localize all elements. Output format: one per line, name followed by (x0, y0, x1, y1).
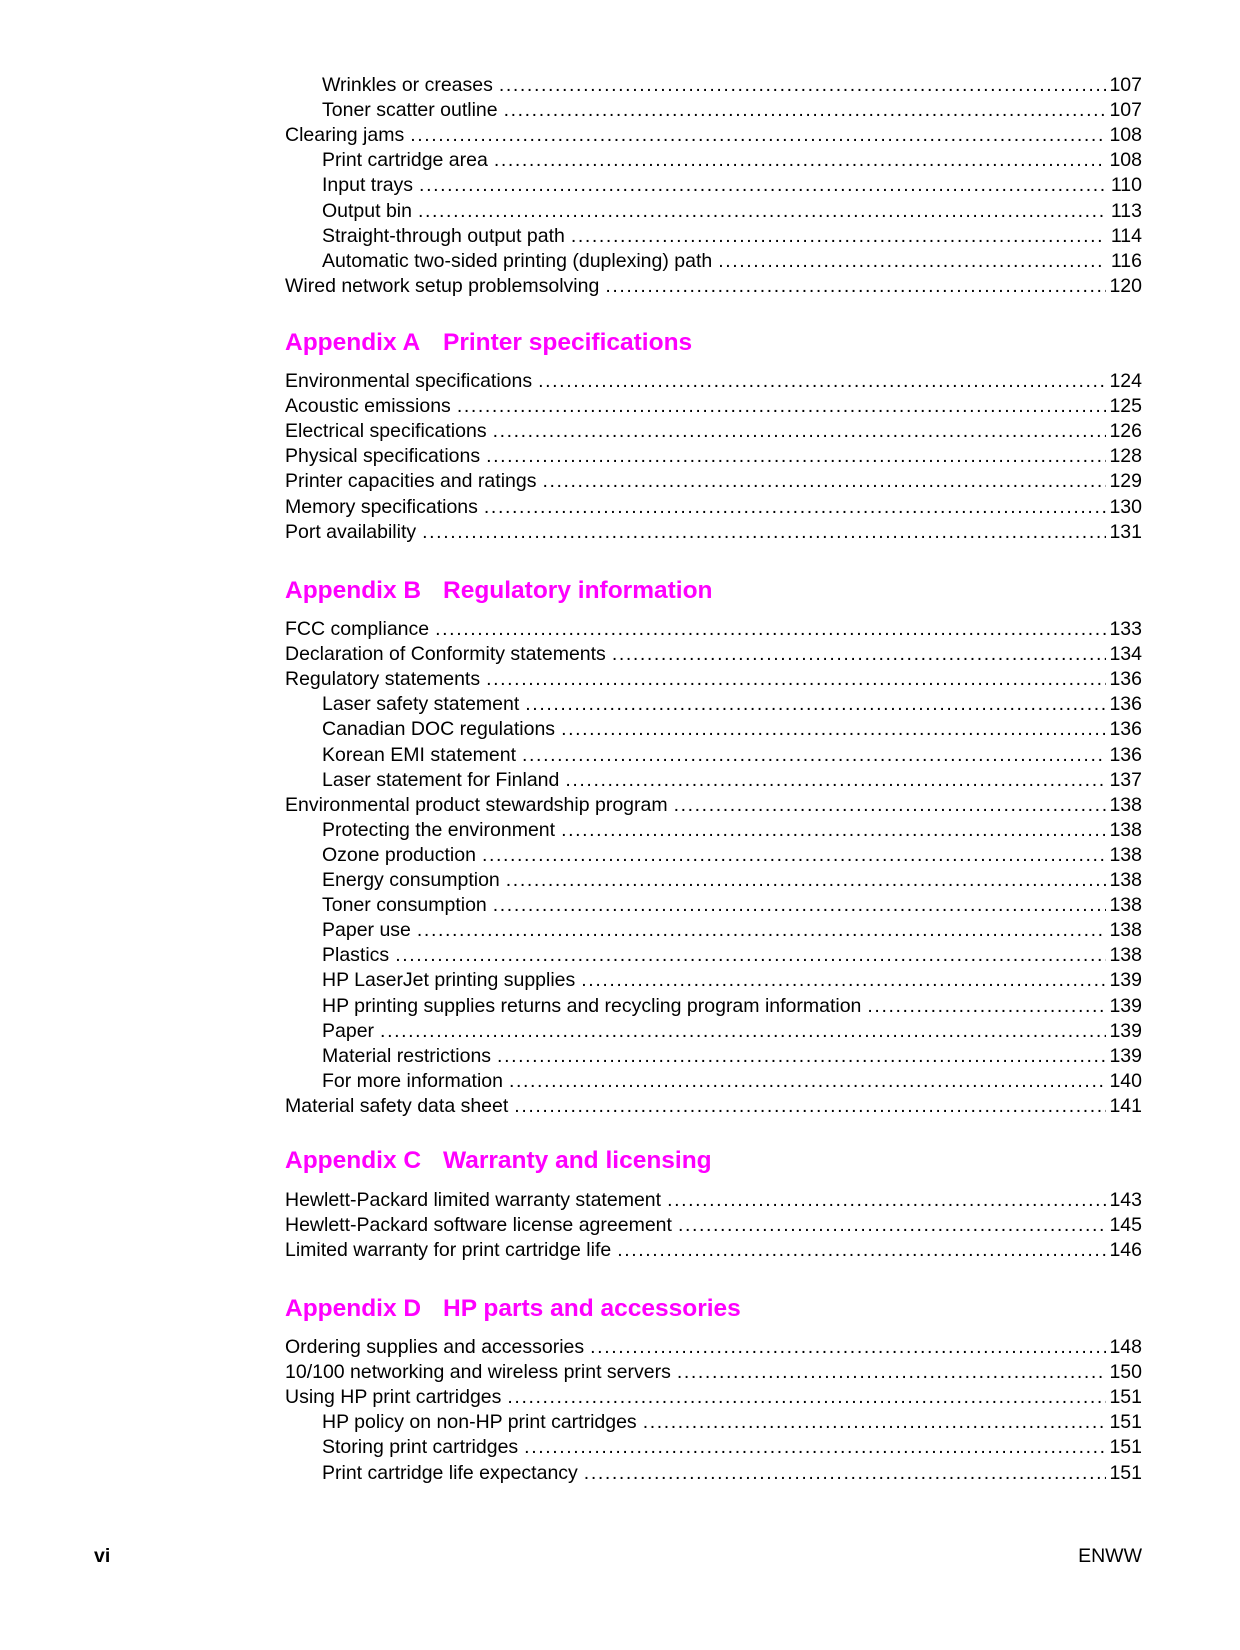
toc-entry[interactable] (285, 419, 1142, 444)
dot-leader (605, 274, 1106, 299)
dot-leader (486, 667, 1106, 692)
dot-leader (678, 1213, 1106, 1238)
dot-leader (524, 1435, 1106, 1460)
toc-entry[interactable] (285, 1188, 1142, 1213)
toc-entry[interactable] (322, 224, 1142, 249)
toc-entry-title: Laser safety statement (322, 693, 520, 716)
toc-entry-page: 120 (1109, 274, 1142, 297)
toc-entry[interactable] (322, 1410, 1142, 1435)
dot-leader (617, 1238, 1106, 1263)
toc-entry-title: HP printing supplies returns and recycling program information (322, 994, 862, 1017)
toc-entry-page: 108 (1109, 149, 1142, 172)
toc-entry-page: 138 (1109, 843, 1142, 866)
toc-entry[interactable] (285, 1238, 1142, 1263)
toc-entry-page: 133 (1109, 618, 1142, 640)
dot-leader (482, 843, 1106, 868)
section-heading-appendix-b[interactable] (285, 576, 713, 606)
toc-entry-page: 138 (1109, 919, 1142, 942)
toc-entry-page: 139 (1109, 994, 1142, 1017)
dot-leader (497, 1044, 1106, 1069)
dot-leader (499, 73, 1106, 98)
toc-entry[interactable] (322, 994, 1142, 1019)
toc-entry[interactable] (322, 249, 1142, 274)
section-heading-title: Warranty and licensing (443, 1147, 712, 1174)
toc-entry[interactable] (285, 793, 1142, 818)
toc-entry-title: Paper use (322, 919, 411, 942)
dot-leader (410, 123, 1106, 148)
toc-entry[interactable] (322, 893, 1142, 918)
dot-leader (590, 1335, 1106, 1360)
toc-entry[interactable] (322, 173, 1142, 198)
dot-leader (677, 1360, 1106, 1385)
dot-leader (417, 918, 1106, 943)
dot-leader (506, 868, 1106, 893)
toc-entry-title: Limited warranty for print cartridge life (285, 1239, 612, 1262)
toc-entry-title: Memory specifications (285, 495, 478, 518)
dot-leader (581, 968, 1106, 993)
toc-entry-page: 116 (1110, 249, 1142, 272)
dot-leader (612, 642, 1106, 667)
toc-entry-page: 136 (1109, 718, 1142, 741)
toc-entry-title: Protecting the environment (322, 818, 556, 841)
dot-leader (643, 1410, 1106, 1435)
section-heading-title: Regulatory information (443, 577, 713, 604)
dot-leader (867, 994, 1106, 1019)
toc-entry-page: 151 (1109, 1386, 1142, 1409)
section-heading-title: HP parts and accessories (443, 1295, 741, 1322)
toc-entry[interactable] (285, 1385, 1142, 1410)
dot-leader (525, 692, 1106, 717)
toc-entry-title: Ordering supplies and accessories (285, 1336, 585, 1358)
toc-entry-title: Automatic two-sided printing (duplexing) path (322, 249, 713, 272)
toc-entry-title: Declaration of Conformity statements (285, 643, 606, 666)
toc-entry-title: Physical specifications (285, 445, 481, 468)
toc-entry[interactable] (285, 444, 1142, 469)
toc-entry-page: 124 (1109, 370, 1142, 392)
dot-leader (493, 419, 1106, 444)
toc-entry-title: Plastics (322, 944, 390, 967)
toc-entry[interactable] (285, 520, 1142, 545)
toc-entry-page: 138 (1109, 944, 1142, 967)
toc-entry-title: HP policy on non-HP print cartridges (322, 1411, 637, 1434)
toc-entry[interactable] (285, 394, 1142, 419)
section-heading-appendix-c[interactable] (285, 1146, 712, 1176)
toc-entry-page: 126 (1109, 420, 1142, 443)
dot-leader (457, 394, 1106, 419)
dot-leader (561, 818, 1106, 843)
toc-entry-title: Output bin (322, 199, 412, 222)
toc-entry-title: FCC compliance (285, 618, 430, 640)
dot-leader (509, 1069, 1106, 1094)
dot-leader (514, 1094, 1106, 1119)
toc-entry-title: Ozone production (322, 843, 476, 866)
section-heading-label: Appendix D (285, 1295, 422, 1322)
toc-entry-page: 131 (1109, 520, 1142, 543)
toc-entry[interactable] (322, 943, 1142, 968)
toc-entry-page: 138 (1109, 793, 1142, 816)
toc-entry-title: Port availability (285, 520, 417, 543)
toc-entry[interactable] (322, 73, 1142, 98)
toc-entry-title: Wired network setup problemsolving (285, 274, 600, 297)
toc-entry-page: 107 (1109, 99, 1142, 122)
toc-entry-title: Paper (322, 1019, 375, 1042)
toc-entry-page: 114 (1110, 224, 1142, 247)
section-heading-appendix-d[interactable] (285, 1294, 741, 1324)
dot-leader (380, 1019, 1106, 1044)
toc-entry-page: 110 (1110, 174, 1142, 197)
toc-entry-page: 139 (1109, 1019, 1142, 1042)
toc-entry-page: 143 (1109, 1189, 1142, 1211)
toc-entry[interactable] (322, 743, 1142, 768)
toc-entry[interactable] (322, 768, 1142, 793)
toc-entry-title: Material safety data sheet (285, 1094, 509, 1117)
toc-entry-title: Wrinkles or creases (322, 74, 493, 96)
dot-leader (486, 444, 1106, 469)
toc-entry-page: 148 (1109, 1336, 1142, 1358)
section-heading-label: Appendix A (285, 329, 421, 356)
toc-entry-title: Printer capacities and ratings (285, 470, 537, 493)
section-heading-appendix-a[interactable] (285, 328, 692, 358)
toc-entry-page: 141 (1109, 1094, 1142, 1117)
toc-entry[interactable] (285, 1213, 1142, 1238)
toc-entry-page: 136 (1109, 743, 1142, 766)
toc-entry[interactable] (322, 1461, 1142, 1486)
toc-entry[interactable] (285, 1360, 1142, 1385)
toc-entry-title: Toner consumption (322, 894, 487, 917)
toc-entry-page: 134 (1109, 643, 1142, 666)
toc-entry-page: 137 (1109, 768, 1142, 791)
toc-entry[interactable] (322, 717, 1142, 742)
footer-locale: ENWW (1078, 1545, 1142, 1567)
toc-entry-title: Electrical specifications (285, 420, 487, 443)
section-heading-title: Printer specifications (443, 329, 693, 356)
toc-entry[interactable] (285, 123, 1142, 148)
toc-entry-page: 139 (1109, 969, 1142, 992)
toc-entry[interactable] (322, 918, 1142, 943)
toc-entry[interactable] (322, 148, 1142, 173)
toc-entry-page: 146 (1109, 1239, 1142, 1262)
dot-leader (395, 943, 1106, 968)
toc-entry-title: Clearing jams (285, 124, 405, 147)
toc-entry[interactable] (322, 968, 1142, 993)
toc-entry-title: Environmental specifications (285, 370, 533, 392)
dot-leader (538, 369, 1106, 394)
toc-entry[interactable] (322, 1019, 1142, 1044)
toc-entry-title: HP LaserJet printing supplies (322, 969, 576, 992)
footer-page-number: vi (94, 1545, 111, 1567)
toc-entry[interactable] (322, 199, 1142, 224)
toc-entry-page: 130 (1109, 495, 1142, 518)
toc-entry-page: 113 (1110, 199, 1142, 222)
section-heading-label: Appendix B (285, 577, 422, 604)
section-heading-label: Appendix C (285, 1147, 422, 1174)
toc-entry-title: Regulatory statements (285, 668, 481, 691)
toc-entry[interactable] (322, 868, 1142, 893)
toc-entry[interactable] (285, 495, 1142, 520)
dot-leader (484, 495, 1106, 520)
toc-entry[interactable] (322, 1069, 1142, 1094)
toc-entry[interactable] (285, 642, 1142, 667)
toc-entry-title: Input trays (322, 174, 414, 197)
toc-entry-title: Storing print cartridges (322, 1436, 519, 1459)
toc-entry-title: 10/100 networking and wireless print servers (285, 1361, 671, 1384)
toc-entry-title: Print cartridge area (322, 149, 488, 172)
toc-entry-title: Hewlett-Packard limited warranty statement (285, 1189, 662, 1211)
toc-entry-title: Using HP print cartridges (285, 1386, 502, 1409)
toc-entry[interactable] (322, 1044, 1142, 1069)
toc-entry-title: Material restrictions (322, 1044, 492, 1067)
dot-leader (435, 617, 1106, 642)
dot-leader (504, 98, 1106, 123)
dot-leader (418, 199, 1106, 224)
toc-entry[interactable] (285, 274, 1142, 299)
toc-entry-page: 151 (1109, 1436, 1142, 1459)
toc-entry-page: 108 (1109, 124, 1142, 147)
toc-entry[interactable] (322, 818, 1142, 843)
toc-entry-page: 151 (1109, 1461, 1142, 1484)
toc-entry[interactable] (285, 469, 1142, 494)
toc-entry-page: 138 (1109, 818, 1142, 841)
toc-entry-title: Canadian DOC regulations (322, 718, 556, 741)
dot-leader (542, 469, 1106, 494)
toc-entry-title: Print cartridge life expectancy (322, 1461, 578, 1484)
dot-leader (494, 148, 1106, 173)
toc-entry-title: Hewlett-Packard software license agreement (285, 1214, 672, 1237)
dot-leader (561, 717, 1106, 742)
toc-entry-page: 107 (1109, 74, 1142, 96)
toc-entry-title: Korean EMI statement (322, 743, 517, 766)
toc-entry-page: 138 (1109, 894, 1142, 917)
dot-leader (674, 793, 1106, 818)
toc-entry[interactable] (285, 1094, 1142, 1119)
dot-leader (522, 743, 1106, 768)
toc-entry-title: Straight-through output path (322, 224, 565, 247)
toc-entry-title: Acoustic emissions (285, 395, 451, 418)
dot-leader (571, 224, 1106, 249)
toc-entry[interactable] (285, 1335, 1142, 1360)
dot-leader (718, 249, 1106, 274)
toc-entry[interactable] (322, 1435, 1142, 1460)
toc-entry-page: 140 (1109, 1069, 1142, 1092)
toc-entry-page: 128 (1109, 445, 1142, 468)
toc-entry[interactable] (322, 843, 1142, 868)
toc-entry[interactable] (285, 369, 1142, 394)
toc-entry[interactable] (322, 98, 1142, 123)
toc-entry-page: 151 (1109, 1411, 1142, 1434)
dot-leader (584, 1461, 1106, 1486)
toc-entry-page: 129 (1109, 470, 1142, 493)
toc-entry-page: 136 (1109, 668, 1142, 691)
toc-entry-page: 145 (1109, 1214, 1142, 1237)
toc-entry-title: Laser statement for Finland (322, 768, 560, 791)
toc-entry[interactable] (285, 667, 1142, 692)
toc-entry[interactable] (285, 617, 1142, 642)
toc-entry-page: 136 (1109, 693, 1142, 716)
toc-entry-title: Energy consumption (322, 869, 500, 891)
dot-leader (507, 1385, 1106, 1410)
toc-entry[interactable] (322, 692, 1142, 717)
toc-entry-page: 150 (1109, 1361, 1142, 1384)
dot-leader (565, 768, 1106, 793)
toc-entry-title: For more information (322, 1069, 503, 1092)
dot-leader (667, 1188, 1106, 1213)
toc-entry-page: 125 (1109, 395, 1142, 418)
dot-leader (493, 893, 1106, 918)
toc-entry-title: Environmental product stewardship program (285, 793, 668, 816)
dot-leader (419, 173, 1106, 198)
toc-entry-title: Toner scatter outline (322, 99, 498, 122)
toc-entry-page: 138 (1109, 869, 1142, 891)
toc-entry-page: 139 (1109, 1044, 1142, 1067)
dot-leader (422, 520, 1106, 545)
